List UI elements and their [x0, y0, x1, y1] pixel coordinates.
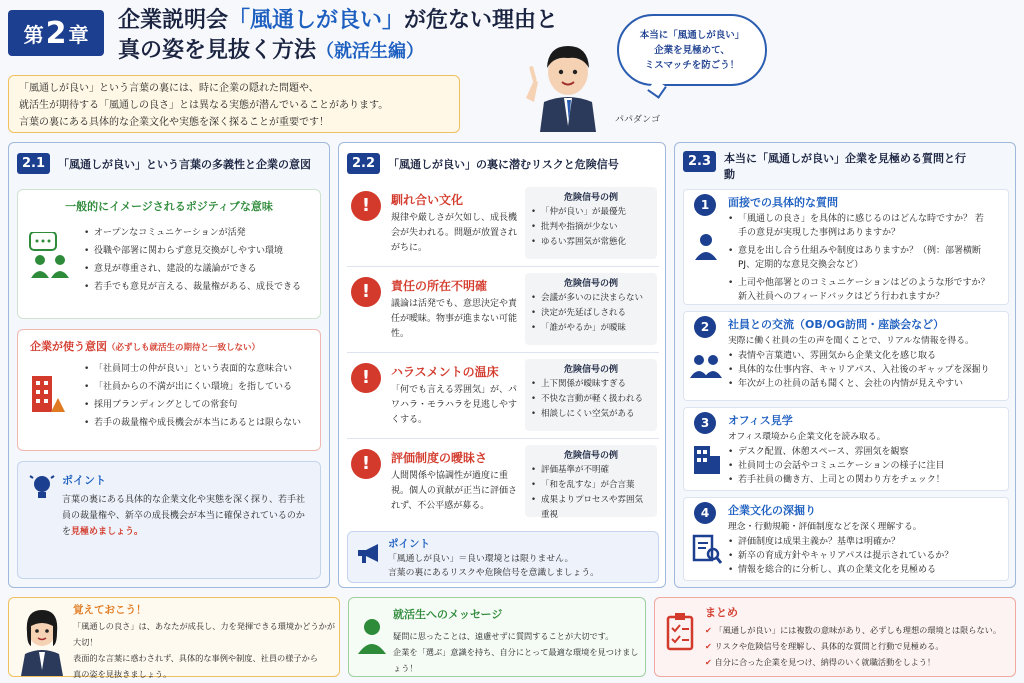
lightbulb-icon [28, 472, 56, 502]
signal-box [525, 273, 657, 345]
check-icon: ✔ [705, 657, 715, 667]
message-line: 疑問に思ったことは、遠慮せずに質問することが大切です。 [393, 631, 614, 641]
document-search-icon [692, 534, 722, 564]
signal-box [525, 359, 657, 431]
intro-line: 「風通しが良い」という言葉の裏には、時に企業の隠れた問題や、 [19, 83, 319, 94]
risk-item [347, 273, 659, 353]
checklist-icon [665, 612, 697, 652]
bubble-line: 企業を見極めて、 [654, 45, 730, 56]
signal-item: • 「誰がやるか」が曖昧 [531, 321, 651, 336]
remember-line: 真の姿を見抜きましょう。 [73, 669, 172, 679]
chapter-badge [8, 10, 104, 56]
point-body-line: 言葉の裏にあるリスクや危険信号を意識しましょう。 [388, 568, 599, 578]
message-box [348, 597, 646, 677]
summary-item [705, 622, 1013, 638]
signal-item: • 評価基準が不明確 [531, 463, 651, 478]
people-chat-icon [28, 232, 72, 282]
point-body: 言葉の裏にある具体的な企業文化や実態を深く探り、若手社員の裁量権や、新卒の成長機会が本当に確保されているのかを [62, 495, 306, 537]
section-number: 2.1 [17, 153, 50, 174]
title-part-b: が危ない理由と [404, 8, 559, 33]
summary-item [705, 654, 1013, 670]
section-title: 本当に「風通しが良い」企業を見極める質問と行動 [724, 152, 967, 181]
risk-desc: 「何でも言える雰囲気」が、パワハラ・モラハラを見逃しやすくする。 [391, 385, 518, 425]
title-part-a: 企業説明会 [118, 8, 229, 33]
chapter-number: 2 [45, 15, 67, 51]
point-box-2-1 [17, 461, 321, 579]
step-item-bullet: • 意見を出し合う仕組みや制度はありますか？（例：部署横断PJ、定期的な意見交換会など） [728, 244, 990, 272]
check-icon: ✔ [705, 641, 715, 651]
warning-icon: ! [351, 277, 381, 307]
list-item: • 若手でも意見が言える、裁量権がある、成長できる [84, 278, 301, 296]
risk-title: 馴れ合い文化 [391, 193, 464, 207]
office-building-icon [692, 444, 720, 474]
title-line-2: 真の姿を見抜く方法 [118, 38, 317, 63]
point-box-2-2 [347, 531, 659, 583]
point-title: ポイント [62, 474, 106, 487]
illustration-caption: パパダンゴ [615, 115, 661, 125]
step-item-bullet: • デスク配置、休憩スペース、雰囲気を観察 [728, 445, 990, 459]
list-item: • 意見が尊重され、建設的な議論ができる [84, 260, 301, 278]
intent-note: （必ずしも就活生の期待と一致しない） [107, 343, 261, 353]
summary-text: 自分に合った企業を見つけ、納得のいく就職活動をしよう！ [714, 657, 936, 667]
signal-item: • 相談しにくい空気がある [531, 407, 651, 422]
page-title [118, 6, 558, 67]
speech-bubble [617, 14, 767, 86]
step-item-bullet: • 「風通しの良さ」を具体的に感じるのはどんな時ですか？ 若手の意見が実現した事例はありますか？ [728, 212, 990, 240]
positive-meaning-card [17, 189, 321, 319]
step-item-bullet: • 評価制度は成果主義か？基準は明確か？ [728, 535, 990, 549]
risk-item [347, 445, 659, 525]
list-item: • 採用ブランディングとしての常套句 [84, 396, 301, 414]
step-title: 企業文化の深掘り [728, 504, 816, 517]
risk-title: 責任の所在不明確 [391, 279, 488, 293]
step-item-bullet: • 若手社員の働き方、上司との関わり方をチェック！ [728, 473, 990, 487]
remember-box [8, 597, 340, 677]
businessman-illustration [520, 36, 615, 132]
interview-person-icon [694, 232, 718, 260]
section-title: 「風通しが良い」の裏に潜むリスクと危険信号 [388, 157, 619, 171]
signal-label: 危険信号の例 [563, 279, 618, 289]
section-2-2 [338, 142, 666, 588]
signal-item: • 不快な言動が軽く扱われる [531, 392, 651, 407]
risk-desc: 人間関係や協調性が過度に重視。個人の貢献が正当に評価されず、不公平感が募る。 [391, 471, 518, 511]
step-item-bullet: • 社員同士の会話やコミュニケーションの様子に注目 [728, 459, 990, 473]
step-title: 面接での具体的な質問 [728, 196, 838, 209]
signal-item: • 批判や指摘が少ない [531, 220, 651, 235]
step-item-bullet: • 新卒の育成方針やキャリアパスは提示されているか？ [728, 549, 990, 563]
signal-item: • 決定が先延ばしされる [531, 306, 651, 321]
summary-item [705, 638, 1013, 654]
remember-line: 「風通しの良さ」は、あなたが成長し、力を発揮できる環境かどうかが大切！ [73, 621, 336, 647]
intro-line: 就活生が期待する「風通しの良さ」とは異なる実態が潜んでいることがあります。 [19, 100, 389, 111]
chapter-suffix: 章 [68, 22, 89, 47]
signal-label: 危険信号の例 [563, 451, 618, 461]
list-item: • オープンなコミュニケーションが活発 [84, 224, 301, 242]
section-title: 「風通しが良い」という言葉の多義性と企業の意図 [58, 157, 312, 171]
remember-title: 覚えておこう！ [73, 604, 147, 616]
list-item: • 若手の裁量権や成長機会が本当にあるとは限らない [84, 414, 301, 432]
title-highlight: 「風通しが良い」 [228, 8, 405, 33]
step-item [683, 311, 1009, 401]
signal-item: • 「和を乱すな」が合言葉 [531, 478, 651, 493]
summary-box [654, 597, 1016, 677]
title-subtitle: （就活生編） [316, 41, 425, 62]
step-lead: 実際に働く社員の生の声を聞くことで、リアルな情報を得る。 [728, 336, 974, 346]
summary-text: リスクや危険信号を理解し、具体的な質問と行動で見極める。 [714, 641, 944, 651]
step-item [683, 189, 1009, 305]
list-item: • 役職や部署に関わらず意見交換がしやすい環境 [84, 242, 301, 260]
step-item [683, 407, 1009, 491]
step-title: オフィス見学 [728, 414, 793, 427]
company-intent-card [17, 329, 321, 451]
section-2-1 [8, 142, 330, 588]
section-number: 2.2 [347, 153, 380, 174]
signal-label: 危険信号の例 [563, 365, 618, 375]
warning-icon: ! [351, 191, 381, 221]
step-item-bullet: • 年次が上の社員の話も聞くと、会社の内情が見えやすい [728, 377, 990, 391]
list-item: • 「社員からの不満が出にくい環境」を指している [84, 378, 301, 396]
check-icon: ✔ [705, 625, 715, 635]
step-item [683, 497, 1009, 581]
signal-item: • 会議が多いのに決まらない [531, 291, 651, 306]
step-item-bullet: • 上司や他部署とのコミュニケーションはどのような形ですか？ 新入社員へのフィードバックはどう行われますか？ [728, 276, 990, 304]
signal-label: 危険信号の例 [563, 193, 618, 203]
list-item: • 「社員同士の仲が良い」という表面的な意味合い [84, 360, 301, 378]
risk-item [347, 359, 659, 439]
businesswoman-illustration [13, 604, 71, 676]
person-icon [357, 618, 387, 654]
megaphone-icon [356, 542, 382, 564]
step-item-bullet: • 情報を総合的に分析し、真の企業文化を見極める [728, 563, 990, 577]
building-warning-icon [30, 372, 66, 414]
bubble-line: 本当に「風通しが良い」 [639, 30, 745, 41]
intro-line: 言葉の裏にある具体的な企業文化や実態を深く探ることが重要です！ [19, 117, 329, 128]
summary-text: 「風通しが良い」には複数の意味があり、必ずしも理想の環境とは限らない。 [714, 625, 1002, 635]
message-title: 就活生へのメッセージ [393, 608, 503, 621]
summary-title: まとめ [705, 606, 738, 619]
positive-title: 一般的にイメージされるポジティブな意味 [65, 200, 273, 213]
step-lead: 理念・行動規範・評価制度などを深く理解する。 [728, 522, 922, 532]
remember-line: 表面的な言葉に惑わされず、具体的な事例や制度、社員の様子から [73, 653, 318, 663]
signal-item: • ゆるい雰囲気が常態化 [531, 235, 651, 250]
step-item-bullet: • 具体的な仕事内容、キャリアパス、入社後のギャップを深掘り [728, 363, 990, 377]
step-number: 3 [694, 412, 716, 434]
intent-title: 企業が使う意図 [30, 340, 107, 353]
point-title: ポイント [388, 538, 430, 550]
risk-item [347, 187, 659, 267]
risk-desc: 議論は活発でも、意思決定や責任が曖昧。物事が進まない可能性。 [391, 299, 518, 339]
bubble-line: ミスマッチを防ごう！ [644, 60, 740, 71]
warning-icon: ! [351, 363, 381, 393]
section-number: 2.3 [683, 151, 716, 172]
step-item-bullet: • 表情や言葉遣い、雰囲気から企業文化を感じ取る [728, 349, 990, 363]
step-number: 1 [694, 194, 716, 216]
step-number: 2 [694, 316, 716, 338]
signal-box [525, 445, 657, 520]
chapter-prefix: 第 [23, 22, 44, 47]
point-emphasis: 見極めましょう。 [71, 527, 144, 537]
step-lead: オフィス環境から企業文化を読み取る。 [728, 432, 886, 442]
signal-item: • 「仲が良い」が最優先 [531, 205, 651, 220]
people-group-icon [690, 352, 722, 378]
signal-box [525, 187, 657, 259]
risk-title: 評価制度の曖昧さ [391, 451, 488, 465]
section-2-3 [674, 142, 1016, 588]
risk-desc: 規律や厳しさが欠如し、成長機会が失われる。問題が放置されがちに。 [391, 213, 518, 253]
message-line: 企業を「選ぶ」意識を持ち、自分にとって最適な環境を見つけましょう！ [393, 647, 639, 673]
step-number: 4 [694, 502, 716, 524]
step-title: 社員との交流（OB/OG訪問・座談会など） [728, 318, 945, 331]
signal-item: • 成果よりプロセスや雰囲気重視 [531, 493, 651, 523]
warning-icon: ! [351, 449, 381, 479]
intro-box [8, 75, 460, 133]
risk-title: ハラスメントの温床 [391, 365, 499, 379]
signal-item: • 上下関係が曖昧すぎる [531, 377, 651, 392]
point-body-line: 「風通しが良い」＝良い環境とは限りません。 [388, 554, 574, 564]
